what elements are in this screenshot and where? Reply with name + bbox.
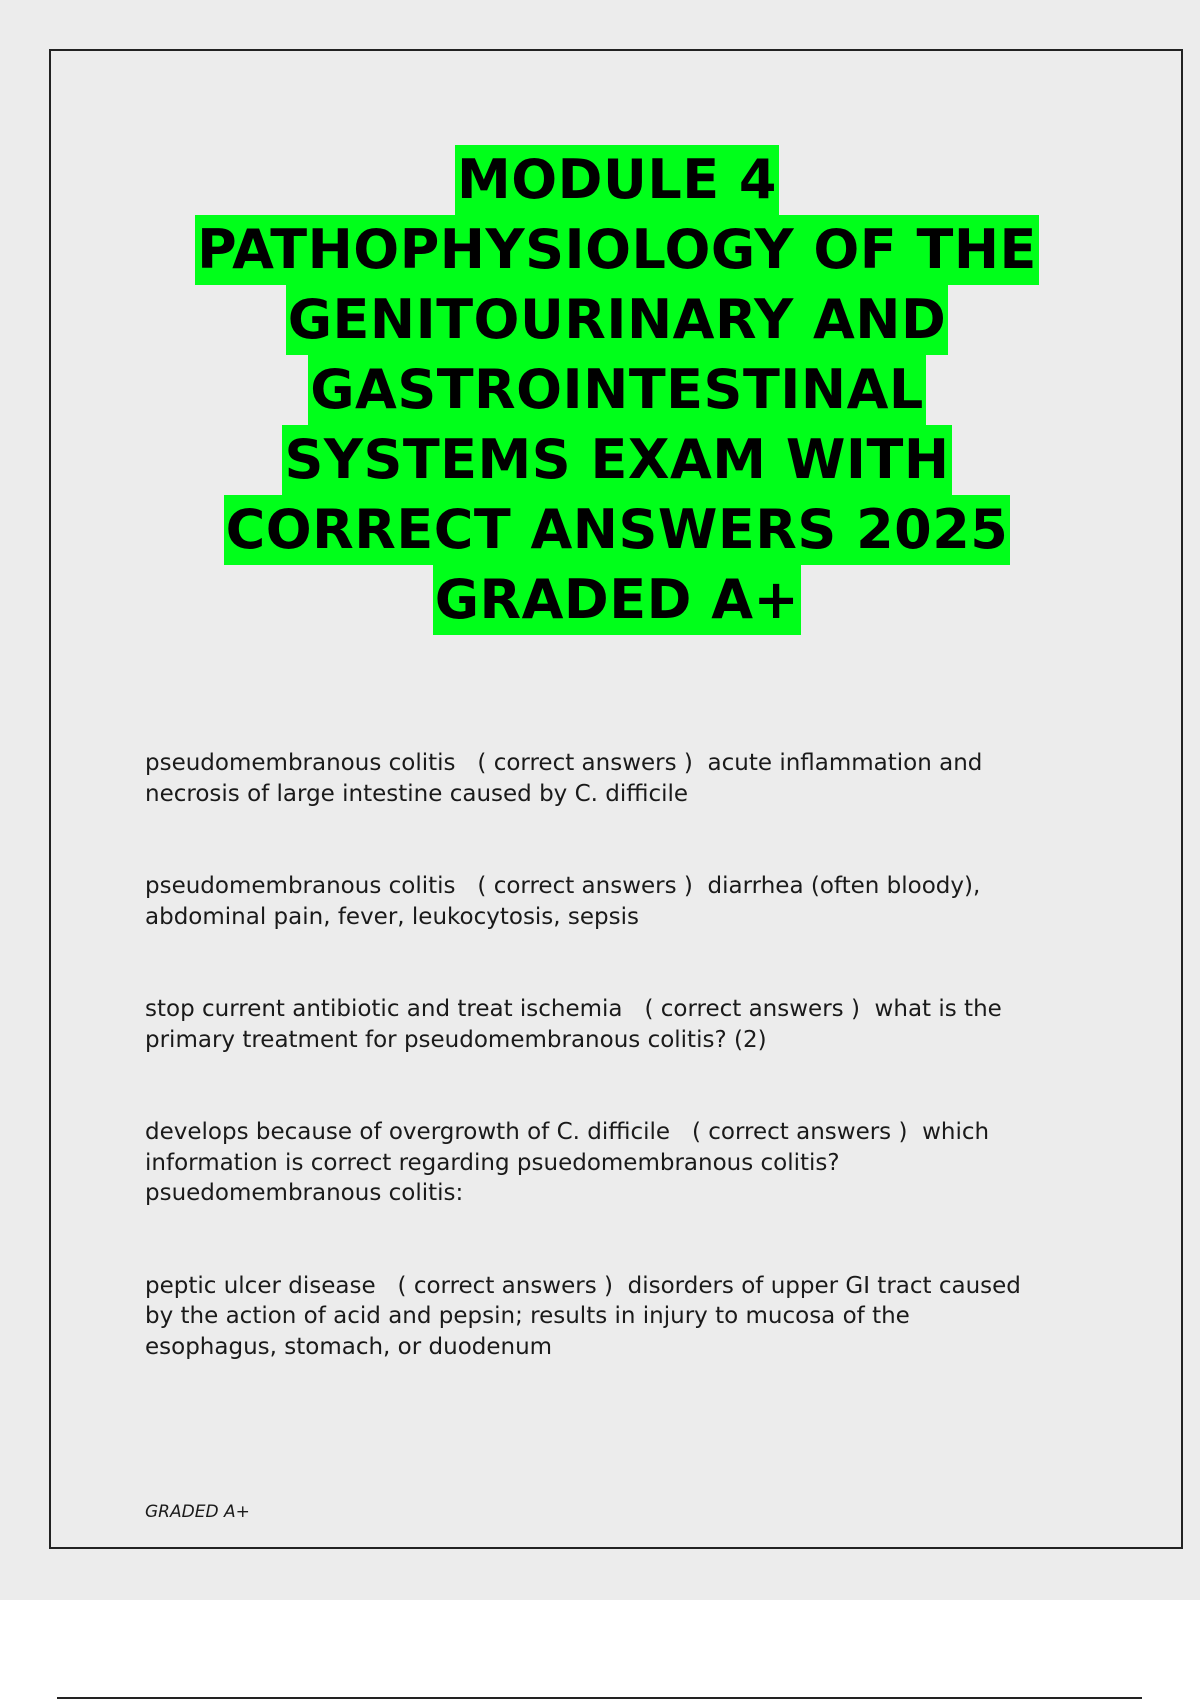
qa-item: develops because of overgrowth of C. difficile ( correct answers ) which information is correct regarding psuedomembranous colitis? psuedomembranous colitis: [145,1119,990,1206]
title-line: GASTROINTESTINAL [308,355,926,425]
title-line: SYSTEMS EXAM WITH [282,425,951,495]
qa-item: stop current antibiotic and treat ischemia ( correct answers ) what is the primary treatment for pseudomembranous colitis? (2) [145,996,1002,1053]
qa-list [145,748,1075,1424]
title-line: MODULE 4 [455,145,779,215]
title-line: PATHOPHYSIOLOGY OF THE [195,215,1039,285]
footer-note: GRADED A+ [145,1502,250,1522]
bottom-divider [57,1697,1142,1699]
title-line: CORRECT ANSWERS 2025 [224,495,1011,565]
document-title [100,145,1134,635]
qa-item: pseudomembranous colitis ( correct answers ) acute inflammation and necrosis of large intestine caused by C. difficile [145,750,983,807]
title-line: GRADED A+ [433,565,802,635]
qa-item: pseudomembranous colitis ( correct answers ) diarrhea (often bloody), abdominal pain, fever, leukocytosis, sepsis [145,873,981,930]
title-line: GENITOURINARY AND [286,285,949,355]
qa-item: peptic ulcer disease ( correct answers ) disorders of upper GI tract caused by the action of acid and pepsin; results in injury to mucosa of the esophagus, stomach, or duodenum [145,1272,1021,1360]
